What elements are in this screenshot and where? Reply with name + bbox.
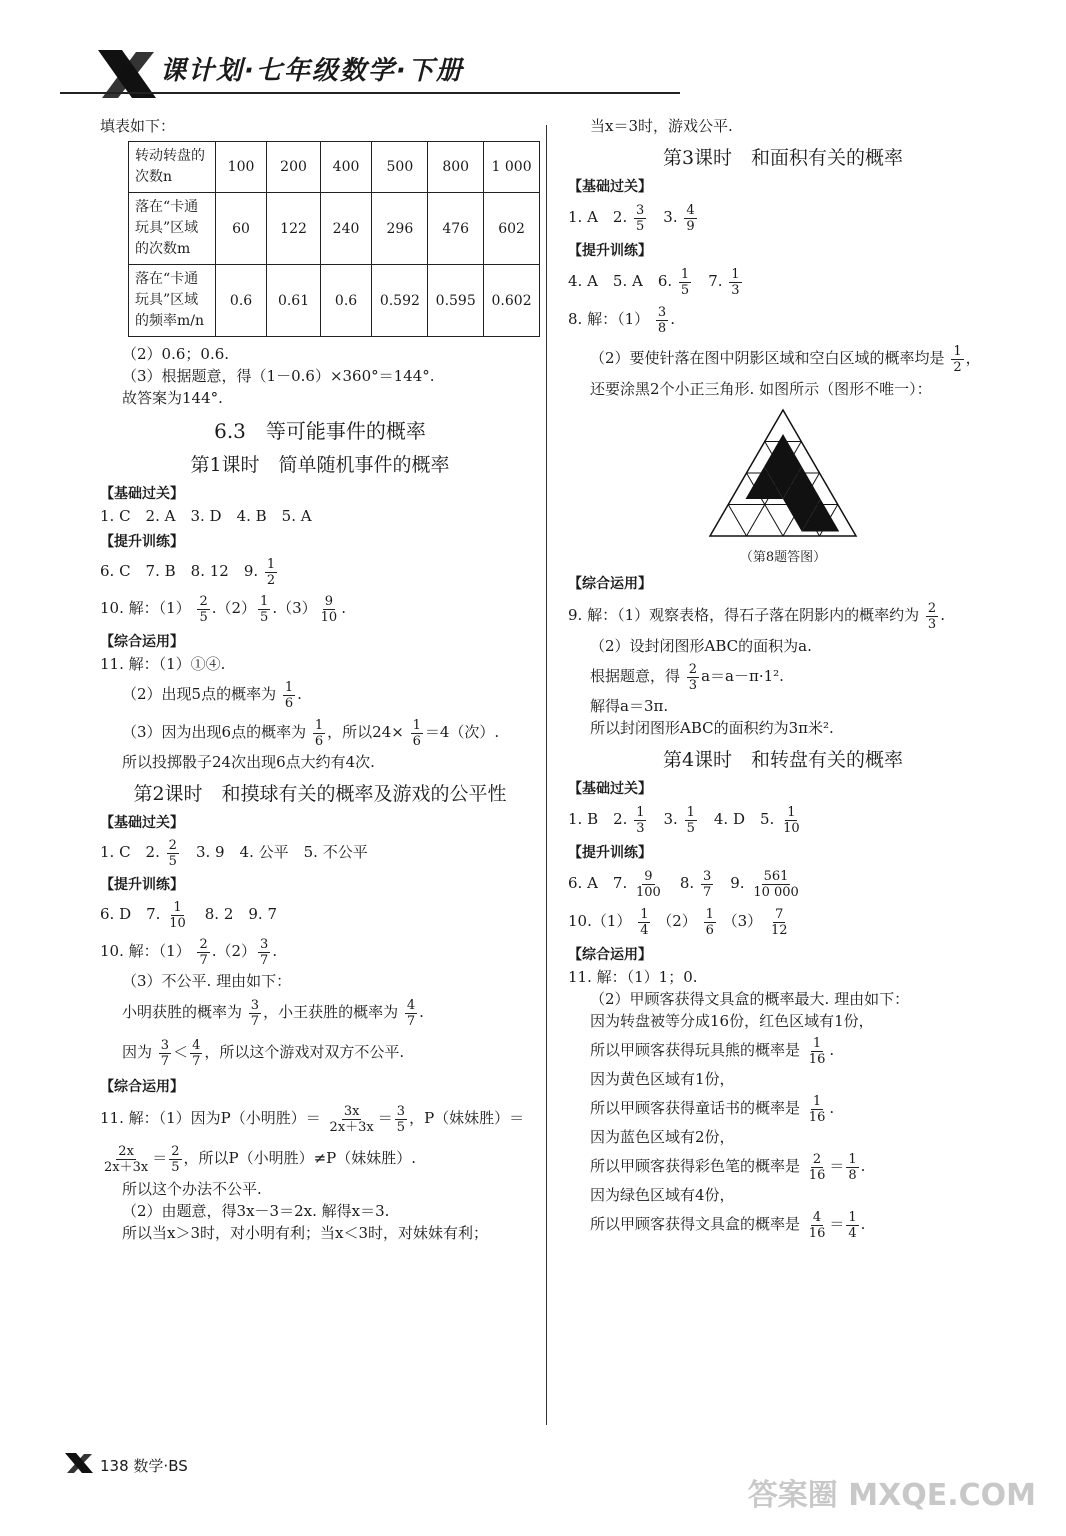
- answer-line: [100, 896, 540, 932]
- fraction: $\frac{1}{5}$: [680, 266, 690, 298]
- table-cell: 60: [215, 193, 267, 265]
- section-label: 【提升训练】: [568, 845, 652, 861]
- fraction: $\frac{1}{6}$: [705, 906, 714, 938]
- fraction: $\frac{3}{5}$: [396, 1103, 406, 1135]
- table-cell: 0.602: [484, 265, 540, 337]
- answer-text: ，所以P（小明胜）≠P（妹妹胜）.: [183, 1149, 417, 1167]
- footer-logo-icon: [64, 1452, 94, 1474]
- answer-line: [568, 262, 998, 300]
- frequency-table: [128, 141, 540, 337]
- fraction: $\frac{1}{8}$: [848, 1151, 857, 1183]
- fraction: $\frac{2}{7}$: [199, 936, 208, 968]
- answer-text: （2）要使针落在图中阴影区域和空白区域的概率均是: [590, 349, 945, 367]
- table-intro: 填表如下：: [100, 117, 176, 135]
- answer-text: ，P（妹妹胜）＝: [409, 1109, 525, 1127]
- footer-subject: 数学·BS: [133, 1457, 188, 1475]
- answer-text: 6. A 7.: [568, 874, 628, 892]
- answer-line: 所以投掷骰子24次出现6点大约有4次.: [122, 753, 375, 771]
- answer-text: （2）出现5点的概率为: [122, 685, 277, 703]
- answer-line: 所以甲顾客获得彩色笔的概率是 $\frac{2}{16}$ ＝ $\frac{1}{8}$ .: [590, 1151, 866, 1183]
- answer-line: （3）不公平. 理由如下：: [122, 972, 292, 990]
- left-column: [100, 115, 540, 1244]
- table-cell: 0.6: [320, 265, 372, 337]
- answer-text: 10.（1）: [568, 912, 632, 930]
- answer-line: 所以甲顾客获得玩具熊的概率是 $\frac{1}{16}$ .: [590, 1035, 835, 1067]
- answer-line: $\frac{2x}{2x+3x}$ ＝ $\frac{2}{5}$ ，所以P（小明胜）≠P（妹妹胜）.: [104, 1143, 417, 1175]
- fraction: $\frac{2}{5}$: [171, 1143, 180, 1175]
- answer-text: 所以甲顾客获得玩具熊的概率是: [590, 1041, 801, 1059]
- row-label: 落在“卡通玩具”区域的次数m: [129, 193, 216, 265]
- answer-line: 解得a＝3π.: [590, 697, 669, 715]
- answer-text: 6. C 7. B 8. 12 9.: [100, 562, 259, 580]
- table-cell: 0.595: [428, 265, 484, 337]
- answer-line: 当x＝3时，游戏公平.: [590, 117, 733, 135]
- section-heading: 6.3 等可能事件的概率: [214, 419, 426, 443]
- answer-line: （2）甲顾客获得文具盒的概率最大. 理由如下：: [590, 990, 910, 1008]
- fraction: $\frac{1}{16}$: [808, 1035, 826, 1067]
- answer-line: 因为蓝色区域有2份，: [590, 1128, 735, 1146]
- fraction: $\frac{7}{12}$: [770, 906, 788, 938]
- answer-line: [100, 834, 540, 870]
- row-label: 落在“卡通玩具”区域的频率m/n: [129, 265, 216, 337]
- running-header-title: 课计划·七年级数学·下册: [160, 56, 464, 86]
- answer-text: （3）: [722, 912, 763, 930]
- answer-text: 8. 2 9. 7: [189, 905, 277, 923]
- answer-text: 11. 解：（1）因为P（小明胜）＝: [100, 1109, 321, 1127]
- answer-line: [568, 864, 998, 902]
- fraction: $\frac{561}{10 000}$: [753, 868, 799, 900]
- table-cell: 400: [320, 142, 372, 193]
- answer-text: ，小王获胜的概率为: [263, 1003, 399, 1021]
- section-label: 【综合运用】: [568, 947, 652, 963]
- answer-line: [100, 553, 540, 589]
- answer-line: 小明获胜的概率为 $\frac{3}{7}$ ，小王获胜的概率为 $\frac{4}{7}$ .: [122, 997, 424, 1029]
- answer-line: 10. 解：（1） $\frac{2}{7}$ .（2） $\frac{3}{7}$ .: [100, 936, 278, 968]
- fraction: $\frac{1}{6}$: [412, 717, 421, 749]
- table-row: [129, 265, 540, 337]
- answer-text: 4. A 5. A 6.: [568, 272, 673, 290]
- fraction: $\frac{1}{4}$: [848, 1209, 857, 1241]
- answer-line: [568, 198, 998, 236]
- fraction: $\frac{4}{7}$: [192, 1037, 201, 1069]
- section-label: 【综合运用】: [100, 634, 184, 650]
- figure-caption: （第8题答图）: [739, 550, 827, 565]
- answer-line: 9. 解：（1）观察表格，得石子落在阴影内的概率约为 $\frac{2}{3}$ .: [568, 600, 945, 632]
- answer-line: （2）由题意，得3x－3＝2x. 解得x＝3.: [122, 1202, 390, 1220]
- answer-line: 11. 解：（1）①④.: [100, 655, 226, 673]
- answer-text: 8.: [664, 874, 695, 892]
- fraction: $\frac{2}{3}$: [688, 661, 698, 693]
- answer-line: 因为 $\frac{3}{7}$ ＜ $\frac{4}{7}$ ，所以这个游戏对双方不公平.: [122, 1037, 405, 1069]
- answer-text: 所以甲顾客获得彩色笔的概率是: [590, 1157, 801, 1175]
- fraction: $\frac{4}{16}$: [808, 1209, 826, 1241]
- answer-line: 所以封闭图形ABC的面积约为3π米².: [590, 719, 834, 737]
- section-label: 【基础过关】: [100, 815, 184, 831]
- table-row: [129, 142, 540, 193]
- answer-line: 所以甲顾客获得文具盒的概率是 $\frac{4}{16}$ ＝ $\frac{1}{4}$ .: [590, 1209, 866, 1241]
- answer-line: 还要涂黑2个小正三角形. 如图所示（图形不唯一）：: [590, 380, 932, 398]
- answer-text: （3）因为出现6点的概率为: [122, 723, 307, 741]
- fraction: $\frac{1}{3}$: [636, 804, 645, 836]
- section-label: 【综合运用】: [568, 576, 652, 592]
- answer-line: 因为转盘被等分成16份，红色区域有1份，: [590, 1012, 874, 1030]
- answer-text: 小明获胜的概率为: [122, 1003, 243, 1021]
- answer-text: 3.: [648, 208, 678, 226]
- answer-line: 故答案为144°.: [122, 389, 223, 407]
- lesson-heading: 第4课时 和转盘有关的概率: [662, 749, 904, 771]
- answer-line: （2）出现5点的概率为 $\frac{1}{6}$ .: [122, 679, 302, 711]
- answer-text: 1. C 2.: [100, 843, 160, 861]
- fraction: $\frac{1}{6}$: [314, 717, 324, 749]
- answer-line: 8. 解：（1） $\frac{3}{8}$ .: [568, 304, 675, 336]
- section-label: 【提升训练】: [100, 877, 184, 893]
- lesson-heading: 第2课时 和摸球有关的概率及游戏的公平性: [133, 783, 507, 805]
- fraction: $\frac{3x}{2x+3x}$: [329, 1103, 374, 1135]
- page-footer: [100, 1455, 188, 1476]
- fraction: $\frac{2}{5}$: [168, 837, 177, 869]
- table-cell: 0.592: [372, 265, 428, 337]
- table-cell: 602: [484, 193, 540, 265]
- fraction: $\frac{4}{7}$: [406, 997, 416, 1029]
- answer-text: 10. 解：（1）: [100, 599, 191, 617]
- table-cell: 476: [428, 193, 484, 265]
- answer-text: 8. 解：（1）: [568, 310, 650, 328]
- answer-text: a＝a－π·1².: [701, 667, 784, 685]
- right-column: [568, 115, 998, 1242]
- answer-text: ＝4（次）.: [424, 723, 500, 741]
- fraction: $\frac{9}{10}$: [320, 593, 338, 625]
- table-cell: 100: [215, 142, 267, 193]
- fraction: $\frac{1}{4}$: [640, 906, 649, 938]
- answer-text: 1. B 2.: [568, 810, 628, 828]
- answer-text: 3.: [648, 810, 678, 828]
- answer-text: ，所以这个游戏对双方不公平.: [204, 1043, 405, 1061]
- answer-text: 10. 解：（1）: [100, 942, 191, 960]
- watermark: 答案圈 MXQE.COM: [747, 1478, 1036, 1513]
- lesson-heading: 第1课时 简单随机事件的概率: [190, 454, 450, 476]
- table-cell: 0.6: [215, 265, 267, 337]
- answer-line: [100, 713, 540, 751]
- triangle-diagram: [708, 408, 858, 538]
- answer-text: 3. 9 4. 公平 5. 不公平: [180, 843, 368, 861]
- fraction: $\frac{3}{7}$: [260, 936, 269, 968]
- fraction: $\frac{9}{100}$: [636, 868, 661, 900]
- answer-line: 1. C 2. A 3. D 4. B 5. A: [100, 507, 312, 525]
- answer-line: [568, 902, 998, 940]
- section-label: 【基础过关】: [100, 486, 184, 502]
- answer-line: 所以这个办法不公平.: [122, 1180, 262, 1198]
- lesson-heading: 第3课时 和面积有关的概率: [662, 147, 904, 169]
- answer-line: （3）根据题意，得（1－0.6）×360°＝144°.: [122, 367, 435, 385]
- table-cell: 296: [372, 193, 428, 265]
- answer-text: 根据题意，得: [590, 667, 681, 685]
- row-label: 转动转盘的次数n: [129, 142, 216, 193]
- answer-text: 9.: [715, 874, 745, 892]
- answer-text: 4. D 5.: [698, 810, 775, 828]
- fraction: $\frac{1}{2}$: [266, 556, 276, 588]
- answer-text: ，所以24×: [327, 723, 404, 741]
- table-cell: 500: [372, 142, 428, 193]
- fraction: $\frac{1}{3}$: [731, 266, 740, 298]
- answer-text: 所以甲顾客获得童话书的概率是: [590, 1099, 801, 1117]
- answer-text: 6. D 7.: [100, 905, 161, 923]
- table-cell: 122: [267, 193, 320, 265]
- table-cell: 800: [428, 142, 484, 193]
- fraction: $\frac{1}{2}$: [953, 343, 962, 375]
- section-label: 【基础过关】: [568, 179, 652, 195]
- answer-line: （2）0.6；0.6.: [122, 345, 230, 363]
- fraction: $\frac{1}{16}$: [808, 1093, 826, 1125]
- answer-line: 11. 解：（1）因为P（小明胜）＝ $\frac{3x}{2x+3x}$ ＝ $\frac{3}{5}$ ，P（妹妹胜）＝: [100, 1103, 525, 1135]
- answer-line: （2）设封闭图形ABC的面积为a.: [590, 637, 812, 655]
- answer-text: 所以甲顾客获得文具盒的概率是: [590, 1215, 801, 1233]
- fraction: $\frac{3}{7}$: [250, 997, 260, 1029]
- fraction: $\frac{2}{5}$: [199, 593, 208, 625]
- section-label: 【综合运用】: [100, 1079, 184, 1095]
- fraction: $\frac{3}{5}$: [636, 202, 645, 234]
- fraction: $\frac{1}{6}$: [284, 679, 294, 711]
- fraction: $\frac{1}{10}$: [169, 899, 186, 931]
- fraction: $\frac{1}{5}$: [686, 804, 695, 836]
- table-cell: 240: [320, 193, 372, 265]
- fraction: $\frac{4}{9}$: [686, 202, 695, 234]
- answer-line: 10. 解：（1） $\frac{2}{5}$ .（2） $\frac{1}{5}$ .（3） $\frac{9}{10}$ .: [100, 593, 346, 625]
- answer-line: 因为绿色区域有4份，: [590, 1186, 735, 1204]
- fraction: $\frac{1}{5}$: [260, 593, 269, 625]
- table-cell: 0.61: [267, 265, 320, 337]
- answer-line: 11. 解：（1）1；0.: [568, 968, 698, 986]
- section-label: 【提升训练】: [568, 243, 652, 259]
- section-label: 【基础过关】: [568, 781, 652, 797]
- fraction: $\frac{1}{10}$: [783, 804, 800, 836]
- table-cell: 200: [267, 142, 320, 193]
- answer-text: 7.: [693, 272, 723, 290]
- answer-line: [568, 800, 998, 838]
- answer-line: （2）要使针落在图中阴影区域和空白区域的概率均是 $\frac{1}{2}$ ，: [590, 343, 981, 375]
- table-cell: 1 000: [484, 142, 540, 193]
- answer-text: （2）: [657, 912, 697, 930]
- answer-line: [568, 657, 998, 695]
- answer-line: 所以当x＞3时，对小明有利；当x＜3时，对妹妹有利；: [122, 1224, 489, 1242]
- triangle-figure: [568, 408, 998, 542]
- answer-text: 9. 解：（1）观察表格，得石子落在阴影内的概率约为: [568, 606, 920, 624]
- answer-line: 所以甲顾客获得童话书的概率是 $\frac{1}{16}$ .: [590, 1093, 835, 1125]
- fraction: $\frac{3}{8}$: [657, 304, 667, 336]
- fraction: $\frac{3}{7}$: [702, 868, 712, 900]
- column-divider: [546, 125, 547, 1425]
- fraction: $\frac{2}{16}$: [808, 1151, 826, 1183]
- fraction: $\frac{3}{7}$: [160, 1037, 170, 1069]
- section-label: 【提升训练】: [100, 534, 184, 550]
- answer-text: 1. A 2.: [568, 208, 628, 226]
- answer-text: 因为: [122, 1043, 153, 1061]
- answer-line: 因为黄色区域有1份，: [590, 1070, 735, 1088]
- table-row: [129, 193, 540, 265]
- page-number: 138: [100, 1457, 129, 1475]
- header-rule: [60, 92, 680, 94]
- fraction: $\frac{2}{3}$: [927, 600, 937, 632]
- fraction: $\frac{2x}{2x+3x}$: [104, 1143, 149, 1175]
